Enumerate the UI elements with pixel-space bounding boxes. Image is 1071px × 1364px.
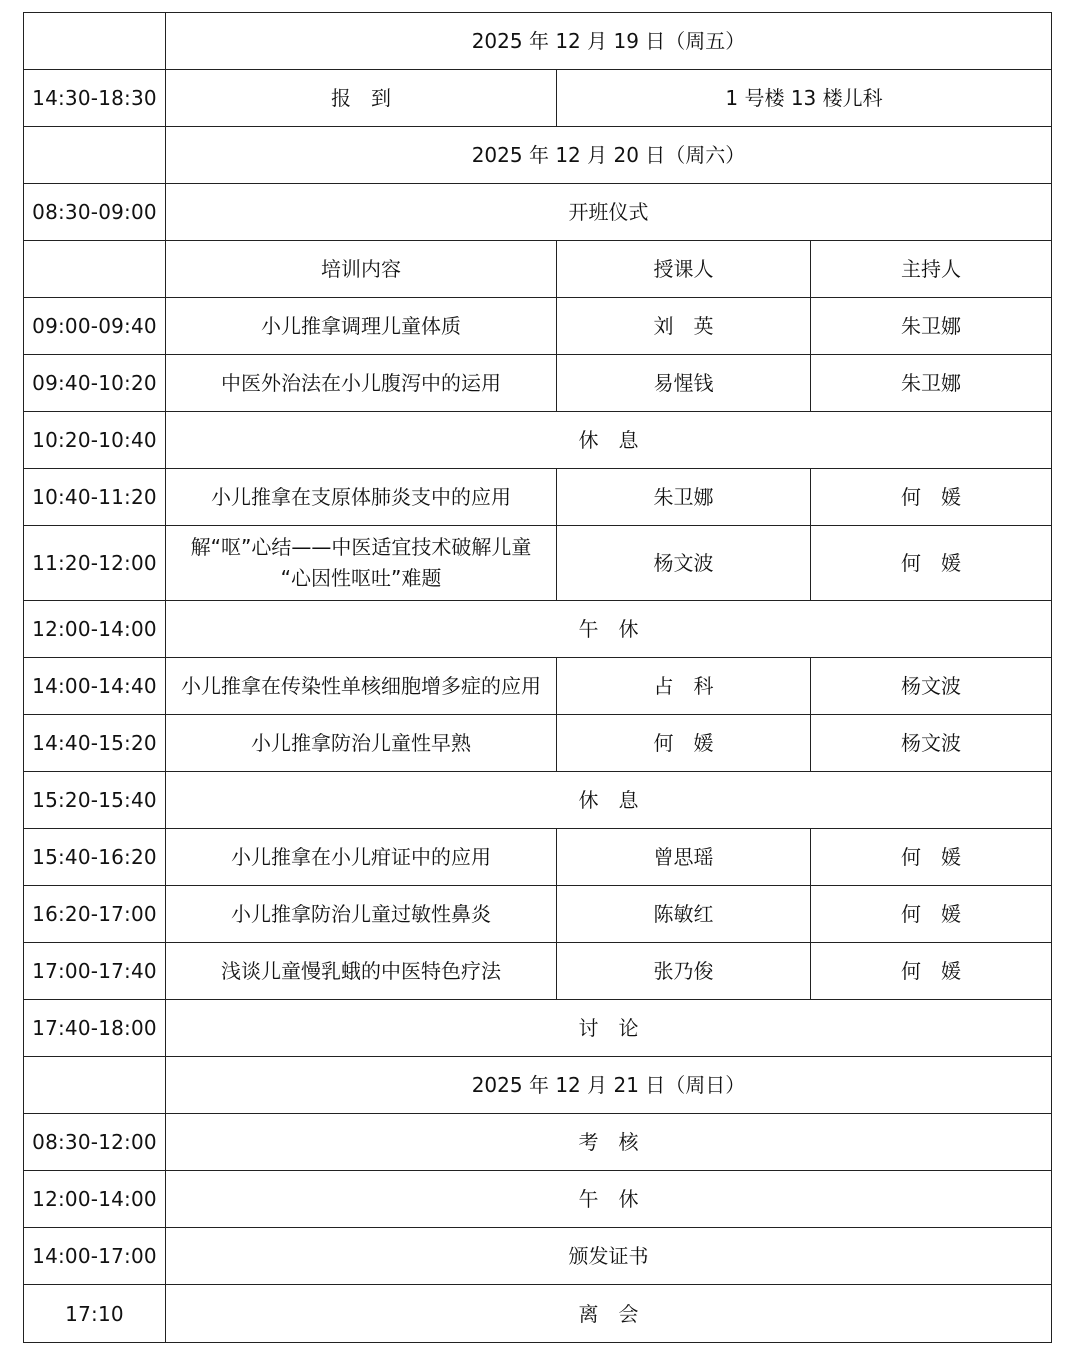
time-cell: [24, 127, 166, 184]
session-content: 中医外治法在小儿腹泻中的运用: [166, 355, 557, 412]
discussion-row: [24, 1000, 1052, 1057]
session-row: [24, 886, 1052, 943]
lunch-break-row: [24, 601, 1052, 658]
time-cell: 14:40-15:20: [24, 715, 166, 772]
session-host: 何 媛: [811, 526, 1052, 601]
session-host: 何 媛: [811, 829, 1052, 886]
time-cell: 17:00-17:40: [24, 943, 166, 1000]
time-cell: 14:00-14:40: [24, 658, 166, 715]
session-content: 小儿推拿调理儿童体质: [166, 298, 557, 355]
session-content-line-2: “心因性呕吐”难题: [280, 566, 442, 590]
exam-row: [24, 1114, 1052, 1171]
session-row: [24, 469, 1052, 526]
session-content-line-1: 解“呕”心结——中医适宜技术破解儿童: [190, 535, 532, 559]
time-cell: 09:40-10:20: [24, 355, 166, 412]
time-cell: 15:20-15:40: [24, 772, 166, 829]
time-cell: 17:10: [24, 1285, 166, 1343]
time-cell: 10:20-10:40: [24, 412, 166, 469]
session-host: 朱卫娜: [811, 355, 1052, 412]
session-host: 杨文波: [811, 658, 1052, 715]
time-cell: 12:00-14:00: [24, 1171, 166, 1228]
certificate-row: [24, 1228, 1052, 1285]
session-row: [24, 715, 1052, 772]
session-content: [166, 526, 557, 601]
session-host: 何 媛: [811, 886, 1052, 943]
time-cell: 16:20-17:00: [24, 886, 166, 943]
break-label: 休 息: [166, 772, 1052, 829]
session-lecturer: 占 科: [557, 658, 811, 715]
registration-location: 1 号楼 13 楼儿科: [557, 70, 1052, 127]
session-lecturer: 张乃俊: [557, 943, 811, 1000]
break-row: [24, 412, 1052, 469]
session-host: 何 媛: [811, 469, 1052, 526]
session-row: [24, 658, 1052, 715]
session-content: 小儿推拿在传染性单核细胞增多症的应用: [166, 658, 557, 715]
certificate-label: 颁发证书: [166, 1228, 1052, 1285]
lunch-break-label: 午 休: [166, 1171, 1052, 1228]
day-header-row: [24, 1057, 1052, 1114]
lunch-break-label: 午 休: [166, 601, 1052, 658]
session-host: 何 媛: [811, 943, 1052, 1000]
session-content: 小儿推拿在支原体肺炎支中的应用: [166, 469, 557, 526]
column-header-lecturer: 授课人: [557, 241, 811, 298]
time-cell: [24, 241, 166, 298]
time-cell: 14:00-17:00: [24, 1228, 166, 1285]
session-content: 小儿推拿防治儿童过敏性鼻炎: [166, 886, 557, 943]
opening-ceremony-row: [24, 184, 1052, 241]
day-header-row: [24, 13, 1052, 70]
day-header: 2025 年 12 月 21 日（周日）: [166, 1057, 1052, 1114]
session-row: [24, 526, 1052, 601]
session-content: 小儿推拿防治儿童性早熟: [166, 715, 557, 772]
session-lecturer: 刘 英: [557, 298, 811, 355]
time-cell: [24, 13, 166, 70]
session-lecturer: 陈敏红: [557, 886, 811, 943]
column-header-content: 培训内容: [166, 241, 557, 298]
day-header-row: [24, 127, 1052, 184]
departure-label: 离 会: [166, 1285, 1052, 1343]
session-lecturer: 何 媛: [557, 715, 811, 772]
column-header-row: [24, 241, 1052, 298]
time-cell: 12:00-14:00: [24, 601, 166, 658]
time-cell: 11:20-12:00: [24, 526, 166, 601]
day-header: 2025 年 12 月 20 日（周六）: [166, 127, 1052, 184]
time-cell: 08:30-09:00: [24, 184, 166, 241]
session-row: [24, 829, 1052, 886]
time-cell: 14:30-18:30: [24, 70, 166, 127]
column-header-host: 主持人: [811, 241, 1052, 298]
session-lecturer: 朱卫娜: [557, 469, 811, 526]
time-cell: 10:40-11:20: [24, 469, 166, 526]
time-cell: [24, 1057, 166, 1114]
session-row: [24, 298, 1052, 355]
discussion-label: 讨 论: [166, 1000, 1052, 1057]
time-cell: 09:00-09:40: [24, 298, 166, 355]
opening-ceremony-label: 开班仪式: [166, 184, 1052, 241]
session-lecturer: 杨文波: [557, 526, 811, 601]
exam-label: 考 核: [166, 1114, 1052, 1171]
session-lecturer: 曾思瑶: [557, 829, 811, 886]
session-row: [24, 355, 1052, 412]
registration-label: 报 到: [166, 70, 557, 127]
training-schedule-table: [23, 12, 1052, 1343]
session-host: 杨文波: [811, 715, 1052, 772]
break-row: [24, 772, 1052, 829]
departure-row: [24, 1285, 1052, 1343]
time-cell: 08:30-12:00: [24, 1114, 166, 1171]
session-content: 浅谈儿童慢乳蛾的中医特色疗法: [166, 943, 557, 1000]
session-row: [24, 943, 1052, 1000]
day-header: 2025 年 12 月 19 日（周五）: [166, 13, 1052, 70]
session-lecturer: 易惺钱: [557, 355, 811, 412]
time-cell: 17:40-18:00: [24, 1000, 166, 1057]
lunch-break-row: [24, 1171, 1052, 1228]
time-cell: 15:40-16:20: [24, 829, 166, 886]
break-label: 休 息: [166, 412, 1052, 469]
session-content: 小儿推拿在小儿疳证中的应用: [166, 829, 557, 886]
session-host: 朱卫娜: [811, 298, 1052, 355]
registration-row: [24, 70, 1052, 127]
